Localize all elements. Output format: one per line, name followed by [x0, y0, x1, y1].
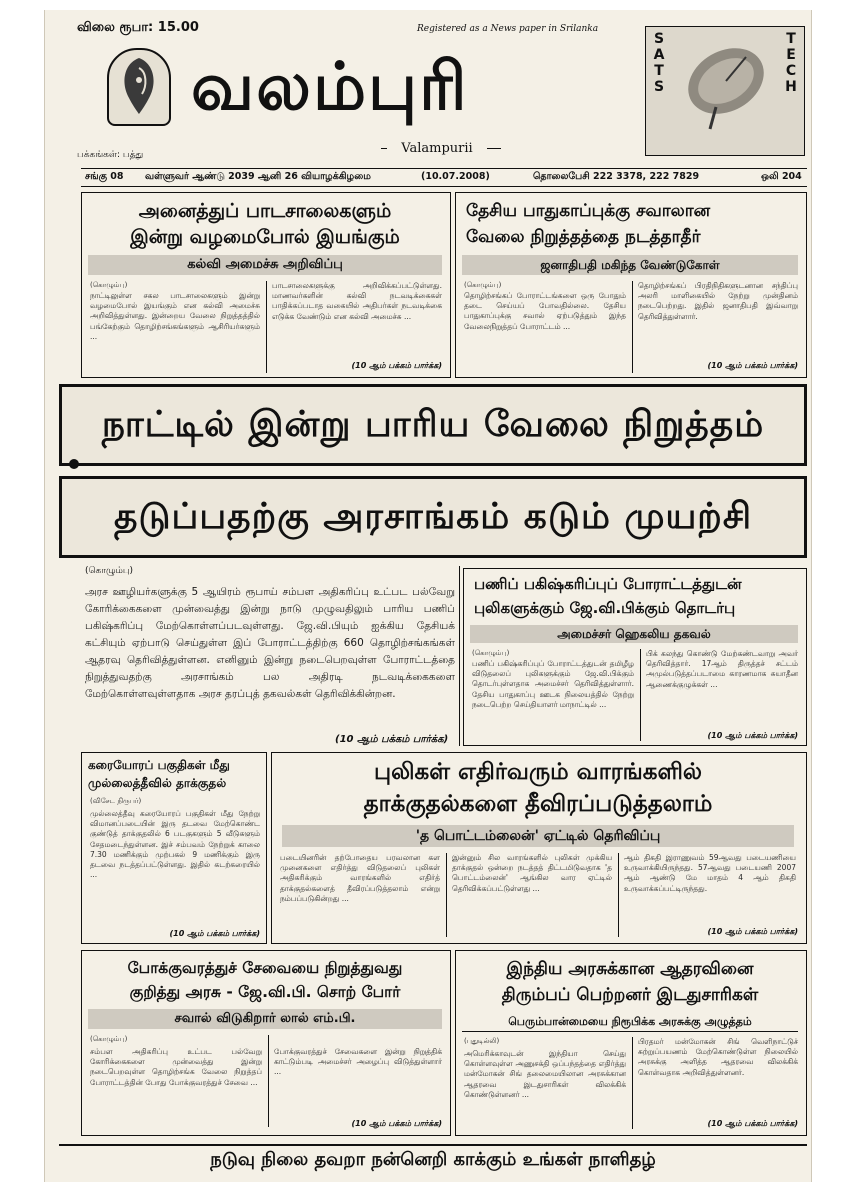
india-continued-ref: (10 ஆம் பக்கம் பார்க்க): [707, 1119, 798, 1128]
attacks-body-col-2: இன்னும் சில வாரங்களில் புலிகள் முக்கிய தாக்குதல் ஒன்றை நடத்தத் திட்டமிடுவதாக 'த பொட்டம்லைன்' ஆங்கில வார ஏட்டில் தெரிவிக்கப்பட்டுள்ளது ...: [452, 853, 612, 893]
tigers-continued-ref: (10 ஆம் பக்கம் பார்க்க): [707, 731, 798, 740]
india-headline-2: திரும்பப் பெற்றனர் இடதுசாரிகள்: [501, 985, 759, 1005]
coast-headline-1: கரையோரப் பகுதிகள் மீது: [88, 758, 230, 772]
national-body-col-2: தொழிற்சங்கப் பிரதிநிதிகளுடனான சந்திப்பு அலரி மாளிகையில் நேற்று முன்தினம் நடைபெற்றது. இதில் ஜனாதிபதி இவ்வாறு தெரிவித்துள்ளார்.: [638, 281, 798, 321]
dateline-year: வள்ளுவர் ஆண்டு 2039 ஆனி 26 வியாழக்கிழமை: [145, 171, 371, 182]
india-body-col-1: அமெரிக்காவுடன் இந்தியா செய்து கொள்ளவுள்ள அணுசக்தி ஒப்பந்தத்தை எதிர்த்து மன்மோகன் சிங் தலைமையிலான அரசுக்கான ஆதரவை இடதுசாரிகள் விலக்கிக் கொண்டுள்ளனர் ...: [464, 1049, 626, 1099]
attacks-column-rule-1: [446, 853, 447, 937]
lead-headline-1-box: [59, 384, 807, 466]
masthead-subtitle: Valampurii: [387, 141, 487, 156]
story-transport: [81, 950, 451, 1136]
newspaper-page: [44, 10, 812, 1182]
binding-hole-top: [69, 459, 79, 469]
story-tigers: [463, 568, 807, 746]
attacks-kicker: 'த பொட்டம்லைன்' ஏட்டில் தெரிவிப்பு: [282, 825, 794, 847]
story-schools: [81, 192, 451, 378]
tigers-body-col-2: பிக் கலந்து கொண்டு மேற்கண்டவாறு அவர் தெரிவித்தார். 17ஆம் திருத்தச் சட்டம் அமுல்படுத்தப்படாமை காரணமாக சுயாதீன ஆணைக்குழுக்கள் ...: [646, 649, 798, 689]
india-headline-1: இந்திய அரசுக்கான ஆதரவினை: [506, 959, 754, 979]
coast-body: முல்லைத்தீவு கரையோரப் பகுதிகள் மீது நேற்று விமானப்படையின் இரு தடவை மேற்கொண்ட குண்டுத் தாக்குதலில் 6 படகுகளும் 5 வீடுகளும் சேதமடைந்துள்ளன. இச் சம்பவம் நேற்றுக் காலை 7.30 மணிக்கும் முற்பகல் 9 மணிக்கும் இரு தடவை நடத்தப்பட்டுள்ளது. இதில் கடற்கரையில் ...: [90, 809, 260, 880]
national-headline-2: வேலை நிறுத்தத்தை நடத்தாதீர்: [466, 227, 701, 247]
tigers-headline-1: பணிப் பகிஷ்கரிப்புப் போராட்டத்துடன்: [474, 575, 742, 593]
lead-headline-2-box: [59, 476, 807, 558]
coast-place: (விசேட நிருபர்): [90, 797, 142, 805]
dateline-issue: ஒலி 204: [761, 171, 802, 182]
india-body-col-2: பிரதமர் மன்மோகன் சிங் வெளிநாட்டுச் சுற்றுப்பயணம் மேற்கொண்டுள்ள நிலையில் அரசுக்கு அளித்த ஆதரவை விலக்கிக் கொள்வதாக அறிவித்துள்ளனர்.: [638, 1037, 798, 1077]
lead-headline-1: நாட்டில் இன்று பாரிய வேலை நிறுத்தம்: [101, 404, 765, 445]
page-count: பக்கங்கள்: பத்து: [77, 150, 144, 160]
transport-body-col-2: போக்குவரத்துச் சேவைகளை இன்று நிறுத்திக் காட்டும்படி அமைச்சர் அழைப்பு விடுத்துள்ளார் ...: [274, 1047, 442, 1077]
dateline-date: (10.07.2008): [421, 171, 490, 182]
schools-column-rule: [266, 281, 267, 373]
conch-logo-icon: [107, 48, 171, 126]
satellite-dish-icon: [676, 37, 772, 133]
ad-sats-text: SATS: [653, 31, 665, 95]
india-place: (புதுடில்லி): [464, 1037, 500, 1045]
national-body-col-1: தொழிற்சங்கப் போராட்டங்களை ஒரு போதும் தடை செய்யப் போவதில்லை. தேசிய பாதுகாப்புக்கு சவால் ஏற்படுத்தும் இந்த வேலைநிறுத்தப் போராட்டம் ...: [464, 291, 626, 331]
national-continued-ref: (10 ஆம் பக்கம் பார்க்க): [707, 361, 798, 370]
schools-headline-2: இன்று வழமைபோல் இயங்கும்: [130, 226, 400, 248]
transport-headline-1: போக்குவரத்துச் சேவையை நிறுத்துவது: [127, 959, 403, 977]
attacks-body-col-1: படையினரின் தற்போதைய பரவலான கள முனைகளை எதிர்த்து விடுதலைப் புலிகள் அதிகரிக்கும் வாரங்களில் எதிர்த் தாக்குதல்களைத் தீவிரப்படுத்தலாம் என்று நம்பப்படுகின்றது ...: [280, 853, 440, 903]
attacks-headline-1: புலிகள் எதிர்வரும் வாரங்களில்: [374, 759, 702, 785]
tigers-kicker: அமைச்சர் ஹெகலிய தகவல்: [470, 625, 798, 643]
dateline-volume: சங்கு 08: [85, 171, 124, 182]
lead-headline-2: தடுப்பதற்கு அரசாங்கம் கடும் முயற்சி: [113, 496, 753, 537]
dateline-bottom-rule: [81, 186, 807, 187]
story-attacks: [271, 752, 807, 944]
registration-note: Registered as a News paper in Srilanka: [417, 24, 599, 34]
india-column-rule: [632, 1037, 633, 1129]
ad-tech-text: TECH: [785, 31, 797, 95]
schools-body-col-1: நாட்டிலுள்ள சகல பாடசாலைகளும் இன்று வழமைபோல் இயங்கும் என கல்வி அமைச்சு அறிவித்துள்ளது. இன்றைய வேலை நிறுத்தத்தில் பங்கேற்கும் தொழிற்சங்கங்களும் ஆசிரியர்களும் ...: [90, 291, 260, 341]
attacks-body-col-3: ஆம் திகதி இராணுவம் 59ஆவது படையணியை உருவாக்கியிருந்தது. 57ஆவது படையணி 2007 ஆம் ஆண்டு மே மாதம் 4 ஆம் திகதி உருவாக்கப்பட்டிருந்தது.: [624, 853, 796, 893]
footer-slogan: நடுவு நிலை தவறா நன்னெறி காக்கும் உங்கள் நாளிதழ்: [59, 1144, 807, 1174]
dateline-phone: தொலைபேசி 222 3378, 222 7829: [533, 171, 700, 182]
story-coast: [81, 752, 267, 944]
schools-body-col-2: பாடசாலைகளுக்கு அறிவிக்கப்பட்டுள்ளது. மாணவர்களின் கல்வி நடவடிக்கைகள் பாதிக்கப்படாத வகையில் அதிபர்கள் நடவடிக்கை எடுக்க வேண்டும் என கல்வி அமைச்சு ...: [272, 281, 442, 321]
transport-column-rule: [268, 1035, 269, 1127]
schools-kicker: கல்வி அமைச்சு அறிவிப்பு: [88, 255, 442, 275]
transport-kicker: சவால் விடுகிறார் லால் எம்.பி.: [88, 1009, 442, 1029]
strike-body: அரச ஊழியர்களுக்கு 5 ஆயிரம் ரூபாய் சம்பள அதிகரிப்பு உட்பட பல்வேறு கோரிக்கைகளை முன்வைத்து இன்று நாடு முழுவதிலும் பாரிய பணிப் பகிஷ்கரிப்பு மேற்கொள்ளப்படவுள்ளது. ஜே.வி.பியும் ஐக்கிய தேசியக் கட்சியும் ஏற்பாடு செய்துள்ள இப் போராட்டத்திற்கு 660 தொழிற்சங்கங்கள் ஆதரவு தெரிவித்துள்ளன. எனினும் இன்று நடைபெறவுள்ள போராட்டத்தை நிறுத்துவதற்கு அரசாங்கம் பல அதிரடி நடவடிக்கைகளை மேற்கொள்ளவுள்ளதாக அரச தரப்புத் தகவல்கள் தெரிவிக்கின்றன.: [85, 586, 455, 700]
schools-headline-1: அனைத்துப் பாடசாலைகளும்: [138, 200, 392, 222]
price-label: விலை ரூபா: 15.00: [77, 20, 199, 35]
attacks-column-rule-2: [618, 853, 619, 937]
story-india: [455, 950, 807, 1136]
transport-headline-2: குறித்து அரசு - ஜே.வி.பி. சொற் போர்: [129, 983, 401, 1001]
sats-tech-ad: [645, 26, 805, 156]
national-place: (கொழும்பு): [464, 281, 502, 289]
india-kicker: பெரும்பான்மையை நிரூபிக்க அரசுக்கு அழுத்தம்: [462, 1013, 798, 1032]
strike-place: (கொழும்பு): [85, 566, 134, 576]
tigers-headline-2: புலிகளுக்கும் ஜே.வி.பிக்கும் தொடர்பு: [474, 599, 736, 617]
attacks-headline-2: தாக்குதல்களை தீவிரப்படுத்தலாம்: [363, 791, 713, 817]
strike-column-rule: [459, 566, 460, 746]
schools-place: (கொழும்பு): [90, 281, 128, 289]
schools-continued-ref: (10 ஆம் பக்கம் பார்க்க): [351, 361, 442, 370]
national-column-rule: [632, 281, 633, 373]
masthead-title: வலம்புரி: [191, 48, 469, 125]
national-headline-1: தேசிய பாதுகாப்புக்கு சவாலான: [466, 201, 711, 221]
transport-place: (கொழும்பு): [90, 1035, 128, 1043]
story-national: [455, 192, 807, 378]
coast-headline-2: முல்லைத்தீவில் தாக்குதல்: [88, 776, 227, 790]
tigers-place: (கொழும்பு): [472, 649, 510, 657]
transport-body-col-1: சம்பள அதிகரிப்பு உட்பட பல்வேறு கோரிக்கைகளை முன்வைத்து இன்று நடைபெறவுள்ள தொழிற்சங்க வேலை நிறுத்தப் போராட்டத்தின் போது போக்குவரத்துச் சேவை ...: [90, 1047, 262, 1087]
transport-continued-ref: (10 ஆம் பக்கம் பார்க்க): [351, 1119, 442, 1128]
tigers-column-rule: [640, 649, 641, 741]
attacks-continued-ref: (10 ஆம் பக்கம் பார்க்க): [707, 927, 798, 936]
dateline-top-rule: [81, 168, 807, 169]
strike-continued-ref: (10 ஆம் பக்கம் பார்க்க): [335, 734, 449, 745]
coast-continued-ref: (10 ஆம் பக்கம் பார்க்க): [169, 929, 260, 938]
tigers-body-col-1: பணிப் பகிஷ்கரிப்புப் போராட்டத்துடன் தமிழீழ விடுதலைப் புலிகளுக்கும் ஜே.வி.பிக்கும் தொடர்புள்ளதாக அமைச்சர் தெரிவித்துள்ளார். தேசிய பாதுகாப்பு ஊடக நிலையத்தில் நேற்று நடைபெற்ற செய்தியாளர் மாநாட்டில் ...: [472, 659, 634, 709]
national-kicker: ஜனாதிபதி மகிந்த வேண்டுகோள்: [462, 255, 798, 275]
